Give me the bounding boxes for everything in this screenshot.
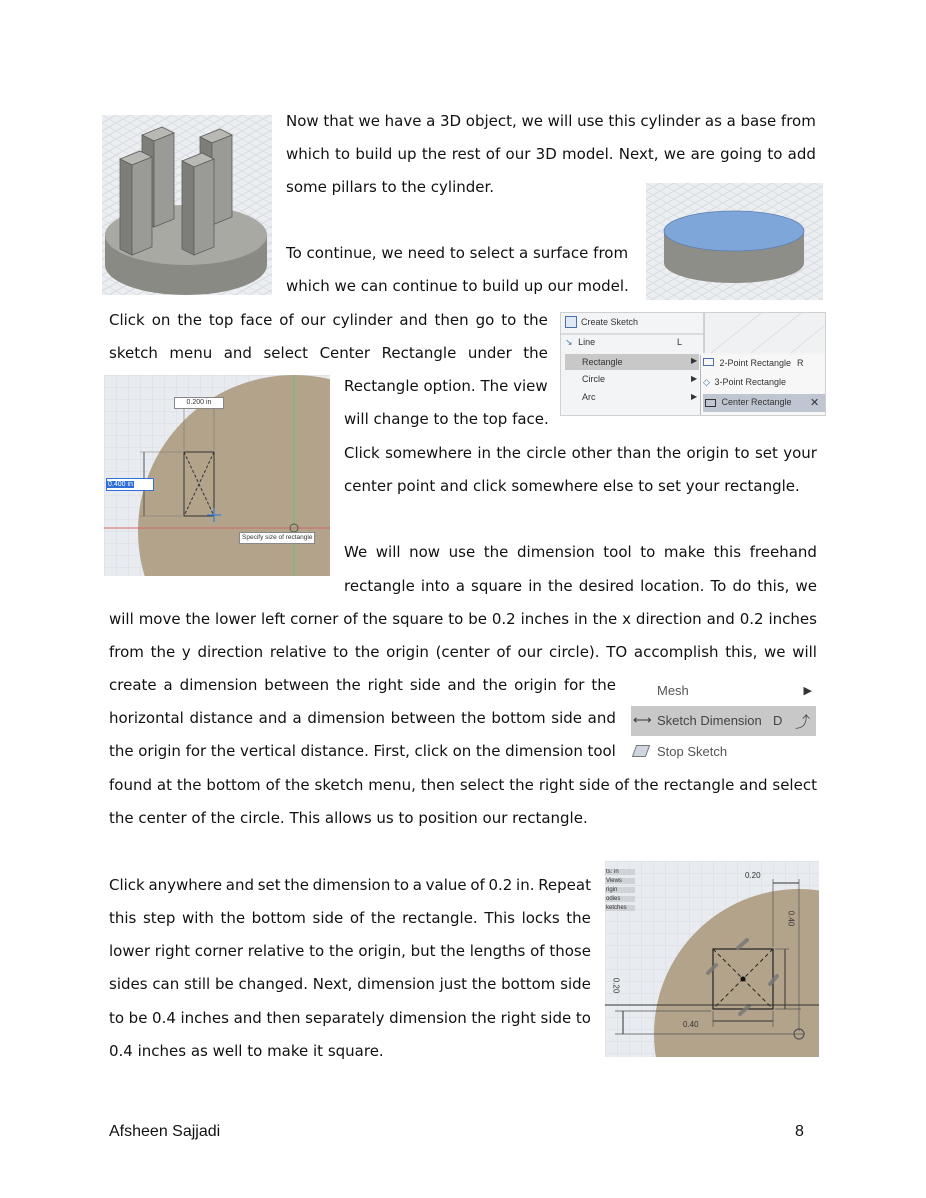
browser-item-units[interactable]: ts: in — [605, 869, 635, 875]
p1-line-3: some pillars to the cylinder. — [286, 178, 495, 196]
menu-item-circle[interactable]: Circle ▶ — [582, 374, 698, 384]
p4-line-9: the center of the circle. This allows us to position our rectangle. — [109, 809, 588, 827]
menu-item-rectangle[interactable]: Rectangle ▶ — [565, 354, 699, 370]
3-point-rectangle-icon: ◇ — [703, 377, 710, 387]
p2-line-5: Rectangle option. The view — [344, 377, 548, 395]
p5-line-5: to be 0.4 inches and then separately dimension the right side to — [109, 1009, 591, 1027]
cylinder-top-face-image — [646, 183, 823, 300]
menu-item-mesh[interactable]: Mesh ▶ — [657, 683, 812, 698]
p3-line-2: center point and click somewhere else to set your rectangle. — [344, 477, 800, 495]
p4-line-3: will move the lower left corner of the square to be 0.2 inches in the x direction and 0.2 inches — [109, 610, 817, 628]
stop-sketch-icon — [632, 745, 650, 757]
p2-line-1: To continue, we need to select a surface from — [286, 244, 629, 262]
browser-item-sketches[interactable]: ketches — [605, 905, 635, 911]
browser-item-views[interactable]: Views — [605, 878, 635, 884]
pin-icon[interactable]: ⤴ — [795, 714, 811, 731]
submenu-arrow-icon: ▶ — [691, 356, 698, 365]
p1-line-2: which to build up the rest of our 3D model. Next, we are going to add — [286, 145, 816, 163]
p5-line-6: 0.4 inches as well to make it square. — [109, 1042, 384, 1060]
p5-line-4: sides can still be changed. Next, dimension just the bottom side — [109, 975, 591, 993]
dimension-label-left-offset[interactable]: 0.20 — [611, 977, 621, 994]
submenu-arrow-icon: ▶ — [803, 685, 812, 697]
p5-line-2: this step with the bottom side of the rectangle. This locks the — [109, 909, 591, 927]
tooltip: Specify size of rectangle — [239, 532, 315, 544]
pillars-on-cylinder-image — [102, 115, 272, 295]
p1-line-1: Now that we have a 3D object, we will use this cylinder as a base from — [286, 112, 816, 130]
p5-line-1: Click anywhere and set the dimension to a value of 0.2 in. Repeat — [109, 876, 591, 894]
height-input[interactable]: 0.400 in — [106, 478, 154, 491]
p4-line-5: create a dimension between the right side and the origin for the — [109, 676, 616, 694]
p4-line-1: We will now use the dimension tool to make this freehand — [344, 543, 817, 561]
p4-line-8: found at the bottom of the sketch menu, then select the right side of the rectangle and select — [109, 776, 817, 794]
center-rectangle-icon — [705, 399, 716, 407]
p4-line-2: rectangle into a square in the desired location. To do this, we — [344, 577, 817, 595]
dimension-label-right-height[interactable]: 0.40 — [786, 910, 796, 927]
width-input[interactable]: 0.200 in — [174, 397, 224, 409]
line-icon: ↘ — [565, 337, 573, 347]
footer-author: Afsheen Sajjadi — [109, 1123, 221, 1140]
menu-item-stop-sketch[interactable]: Stop Sketch — [631, 743, 816, 763]
create-sketch-icon — [565, 316, 577, 328]
browser-item-bodies[interactable]: odies — [605, 896, 635, 902]
2-point-rectangle-icon — [703, 358, 714, 366]
submenu-item-3-point-rectangle[interactable]: ◇ 3-Point Rectangle — [703, 377, 786, 387]
p2-line-6: will change to the top face. — [344, 410, 549, 428]
p2-line-3: Click on the top face of our cylinder and then go to the — [109, 311, 548, 329]
dimension-label-bottom-width[interactable]: 0.40 — [683, 1020, 699, 1029]
sketch-dimension-menu-screenshot — [627, 675, 817, 771]
submenu-item-center-rectangle[interactable]: Center Rectangle ✕ — [703, 394, 825, 412]
submenu-arrow-icon: ▶ — [691, 392, 698, 401]
menu-item-arc[interactable]: Arc ▶ — [582, 392, 698, 402]
browser-panel — [605, 869, 635, 911]
p3-line-1: Click somewhere in the circle other than the origin to set your — [344, 444, 817, 462]
p4-line-6: horizontal distance and a dimension between the bottom side and — [109, 709, 616, 727]
p2-line-4: sketch menu and select Center Rectangle under the — [109, 344, 548, 362]
footer-page-number: 8 — [795, 1123, 804, 1140]
dimensioned-square-image — [605, 861, 819, 1057]
p2-line-2: which we can continue to build up our model. — [286, 277, 629, 295]
p4-line-4: from the y direction relative to the origin (center of our circle). TO accomplish this, we will — [109, 643, 817, 661]
sketch-top-view-image — [104, 375, 330, 576]
menu-item-line[interactable]: ↘ Line L — [565, 337, 683, 347]
browser-item-origin[interactable]: rigin — [605, 887, 635, 893]
menu-item-sketch-dimension[interactable]: ⟷ Sketch Dimension D ⤴ — [631, 706, 816, 736]
dimension-icon: ⟷ — [633, 712, 652, 727]
dimension-label-top-width[interactable]: 0.20 — [745, 871, 761, 880]
p4-line-7: the origin for the vertical distance. First, click on the dimension tool — [109, 742, 616, 760]
p5-line-3: lower right corner relative to the origin, but the lengths of those — [109, 942, 591, 960]
submenu-item-2-point-rectangle[interactable]: 2-Point Rectangle R — [703, 358, 823, 372]
close-icon[interactable]: ✕ — [810, 397, 820, 409]
sketch-menu-screenshot — [560, 312, 826, 416]
submenu-arrow-icon: ▶ — [691, 374, 698, 383]
create-sketch-item[interactable]: Create Sketch — [565, 316, 638, 328]
submenu — [700, 355, 826, 415]
